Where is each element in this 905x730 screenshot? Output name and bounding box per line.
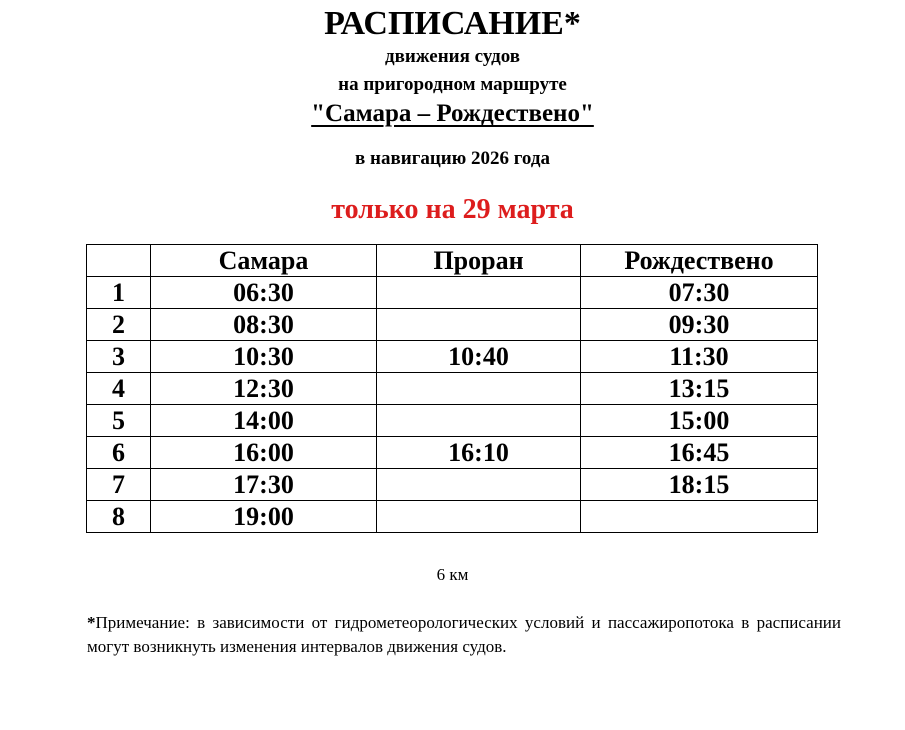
table-row — [87, 501, 818, 533]
cell-rozhdestveno: 16:45 — [581, 437, 818, 469]
cell-rozhdestveno: 13:15 — [581, 373, 818, 405]
cell-number: 4 — [87, 373, 151, 405]
cell-rozhdestveno — [581, 501, 818, 533]
cell-proran — [377, 373, 581, 405]
table-row — [87, 469, 818, 501]
cell-proran — [377, 405, 581, 437]
cell-number: 6 — [87, 437, 151, 469]
header-cell-rozhdestveno: Рождествено — [581, 245, 818, 277]
cell-samara: 10:30 — [151, 341, 377, 373]
cell-samara: 17:30 — [151, 469, 377, 501]
table-row — [87, 373, 818, 405]
cell-rozhdestveno: 09:30 — [581, 309, 818, 341]
cell-proran — [377, 501, 581, 533]
cell-number: 5 — [87, 405, 151, 437]
cell-rozhdestveno: 11:30 — [581, 341, 818, 373]
cell-samara: 12:30 — [151, 373, 377, 405]
subtitle-vessels: движения судов — [384, 46, 521, 67]
route-distance: 6 км — [436, 565, 469, 584]
cell-rozhdestveno: 15:00 — [581, 405, 818, 437]
table-row — [87, 309, 818, 341]
navigation-season: в навигацию 2026 года — [355, 148, 550, 169]
table-row — [87, 277, 818, 309]
route-name-wrapper — [0, 98, 905, 130]
cell-proran: 16:10 — [377, 437, 581, 469]
date-notice: только на 29 марта — [331, 194, 574, 225]
cell-number: 2 — [87, 309, 151, 341]
cell-number: 7 — [87, 469, 151, 501]
cell-proran — [377, 277, 581, 309]
cell-proran: 10:40 — [377, 341, 581, 373]
schedule-title: РАСПИСАНИЕ* — [324, 5, 581, 42]
footnote-asterisk: * — [87, 613, 96, 632]
route-name: "Самара – Рождествено" — [311, 100, 594, 127]
cell-samara: 08:30 — [151, 309, 377, 341]
subtitle-route-type: на пригородном маршруте — [338, 74, 567, 95]
footnote — [87, 611, 841, 659]
cell-proran — [377, 309, 581, 341]
table-row — [87, 341, 818, 373]
footnote-text: Примечание: в зависимости от гидрометеорологических условий и пассажиропотока в расписании могут возникнуть изменения интервалов движения судов. — [87, 613, 841, 656]
table-header-row — [87, 245, 818, 277]
header-cell-proran: Проран — [377, 245, 581, 277]
cell-number: 8 — [87, 501, 151, 533]
table-row — [87, 437, 818, 469]
cell-samara: 16:00 — [151, 437, 377, 469]
cell-number: 3 — [87, 341, 151, 373]
schedule-table — [86, 244, 818, 533]
cell-samara: 06:30 — [151, 277, 377, 309]
cell-proran — [377, 469, 581, 501]
cell-number: 1 — [87, 277, 151, 309]
cell-samara: 19:00 — [151, 501, 377, 533]
cell-rozhdestveno: 18:15 — [581, 469, 818, 501]
cell-samara: 14:00 — [151, 405, 377, 437]
header-cell-number — [87, 245, 151, 277]
header-cell-samara: Самара — [151, 245, 377, 277]
cell-rozhdestveno: 07:30 — [581, 277, 818, 309]
table-row — [87, 405, 818, 437]
